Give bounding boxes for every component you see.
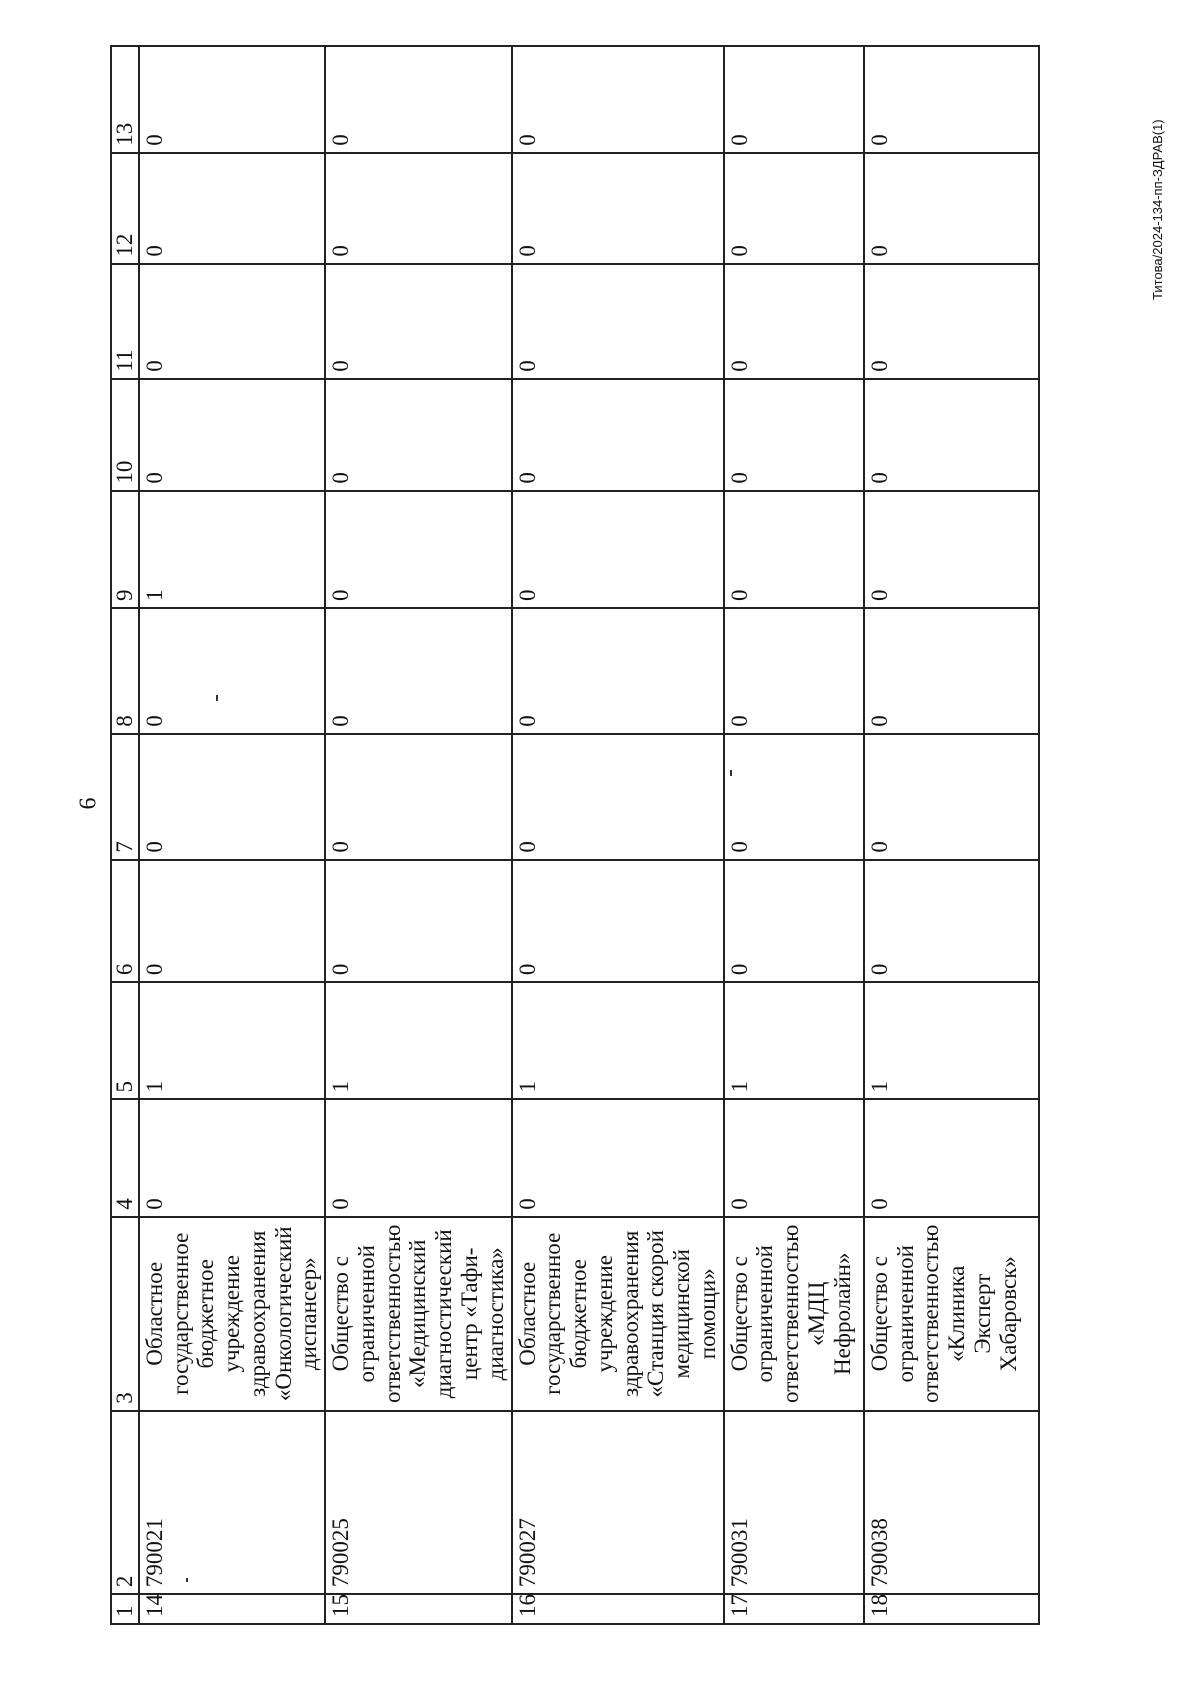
- value-cell: 0: [325, 46, 511, 153]
- value-cell: 0: [512, 1099, 724, 1216]
- value-cell: 0: [864, 379, 1039, 491]
- value-cell: 0: [724, 46, 864, 153]
- value-cell: 0: [512, 264, 724, 379]
- row-number-cell: 16: [512, 1594, 724, 1624]
- value-cell: 0: [325, 734, 511, 860]
- value-cell: 0: [864, 1099, 1039, 1216]
- row-number-cell: 18: [864, 1594, 1039, 1624]
- header-cell: 7: [111, 734, 139, 860]
- value-cell: 0: [139, 860, 325, 983]
- code-cell: 790031: [724, 1411, 864, 1594]
- header-cell: 12: [111, 153, 139, 264]
- value-cell: 0: [325, 860, 511, 983]
- organization-name-cell: Общество с ограниченной ответственностью «Клиника Эксперт Хабаровск»: [864, 1217, 1039, 1411]
- value-cell: 1: [512, 982, 724, 1099]
- value-cell: 1: [139, 491, 325, 608]
- value-cell: 0: [512, 46, 724, 153]
- value-cell: 0: [512, 491, 724, 608]
- header-cell: 10: [111, 379, 139, 491]
- value-cell: 0: [864, 153, 1039, 264]
- rotated-table-sheet: [110, 45, 1040, 1625]
- value-cell: 0: [724, 379, 864, 491]
- page-number: 6: [75, 797, 102, 810]
- header-cell: 4: [111, 1099, 139, 1216]
- value-cell: 0: [325, 264, 511, 379]
- value-cell: 0: [512, 153, 724, 264]
- value-cell: 0: [864, 46, 1039, 153]
- value-cell: 0: [724, 860, 864, 983]
- value-cell: 0: [325, 153, 511, 264]
- code-cell: 790025: [325, 1411, 511, 1594]
- organization-name-cell: Областное государственное бюджетное учреждение здравоохранения «Станция скорой медицинской помощи»: [512, 1217, 724, 1411]
- table-row: [325, 46, 511, 1624]
- value-cell: 0: [864, 491, 1039, 608]
- value-cell: 0: [139, 264, 325, 379]
- value-cell: 0: [864, 264, 1039, 379]
- header-cell: 3: [111, 1217, 139, 1411]
- header-cell: 11: [111, 264, 139, 379]
- header-cell: 2: [111, 1411, 139, 1594]
- header-cell: 1: [111, 1594, 139, 1624]
- header-cell: 13: [111, 46, 139, 153]
- header-cell: 8: [111, 608, 139, 734]
- value-cell: 0: [864, 734, 1039, 860]
- header-cell: 9: [111, 491, 139, 608]
- value-cell: 0: [724, 734, 864, 860]
- value-cell: 1: [325, 982, 511, 1099]
- header-row: [111, 46, 139, 1624]
- table-row: [139, 46, 325, 1624]
- organization-name-cell: Общество с ограниченной ответственностью «Медицинский диагностический центр «Тафи-диагностика»: [325, 1217, 511, 1411]
- value-cell: 0: [139, 734, 325, 860]
- organization-name-cell: Общество с ограниченной ответственностью «МДЦ Нефролайн»: [724, 1217, 864, 1411]
- value-cell: 0: [724, 1099, 864, 1216]
- code-cell: 790027: [512, 1411, 724, 1594]
- value-cell: 0: [724, 264, 864, 379]
- row-number-cell: 14: [139, 1594, 325, 1624]
- value-cell: 1: [864, 982, 1039, 1099]
- value-cell: 0: [864, 608, 1039, 734]
- value-cell: 0: [512, 860, 724, 983]
- value-cell: 0: [139, 153, 325, 264]
- value-cell: 0: [139, 46, 325, 153]
- code-cell: 790021: [139, 1411, 325, 1594]
- row-number-cell: 15: [325, 1594, 511, 1624]
- value-cell: 0: [325, 491, 511, 608]
- table-row: [864, 46, 1039, 1624]
- value-cell: 0: [512, 379, 724, 491]
- value-cell: 0: [139, 379, 325, 491]
- value-cell: 1: [139, 982, 325, 1099]
- value-cell: 0: [325, 379, 511, 491]
- value-cell: 0: [512, 608, 724, 734]
- header-cell: 5: [111, 982, 139, 1099]
- value-cell: 0: [864, 860, 1039, 983]
- table-row: [512, 46, 724, 1624]
- value-cell: 0: [325, 1099, 511, 1216]
- organization-name-cell: Областное государственное бюджетное учреждение здравоохранения «Онкологический диспансер»: [139, 1217, 325, 1411]
- table-row: [724, 46, 864, 1624]
- value-cell: 0: [724, 153, 864, 264]
- row-number-cell: 17: [724, 1594, 864, 1624]
- header-cell: 6: [111, 860, 139, 983]
- code-cell: 790038: [864, 1411, 1039, 1594]
- value-cell: 0: [139, 1099, 325, 1216]
- value-cell: 0: [724, 491, 864, 608]
- value-cell: 0: [724, 608, 864, 734]
- value-cell: 0: [512, 734, 724, 860]
- data-table: [110, 45, 1040, 1625]
- value-cell: 1: [724, 982, 864, 1099]
- value-cell: 0: [325, 608, 511, 734]
- value-cell: 0: [139, 608, 325, 734]
- document-stamp: Титова/2024-134-пп-ЗДРАВ(1): [1150, 119, 1165, 300]
